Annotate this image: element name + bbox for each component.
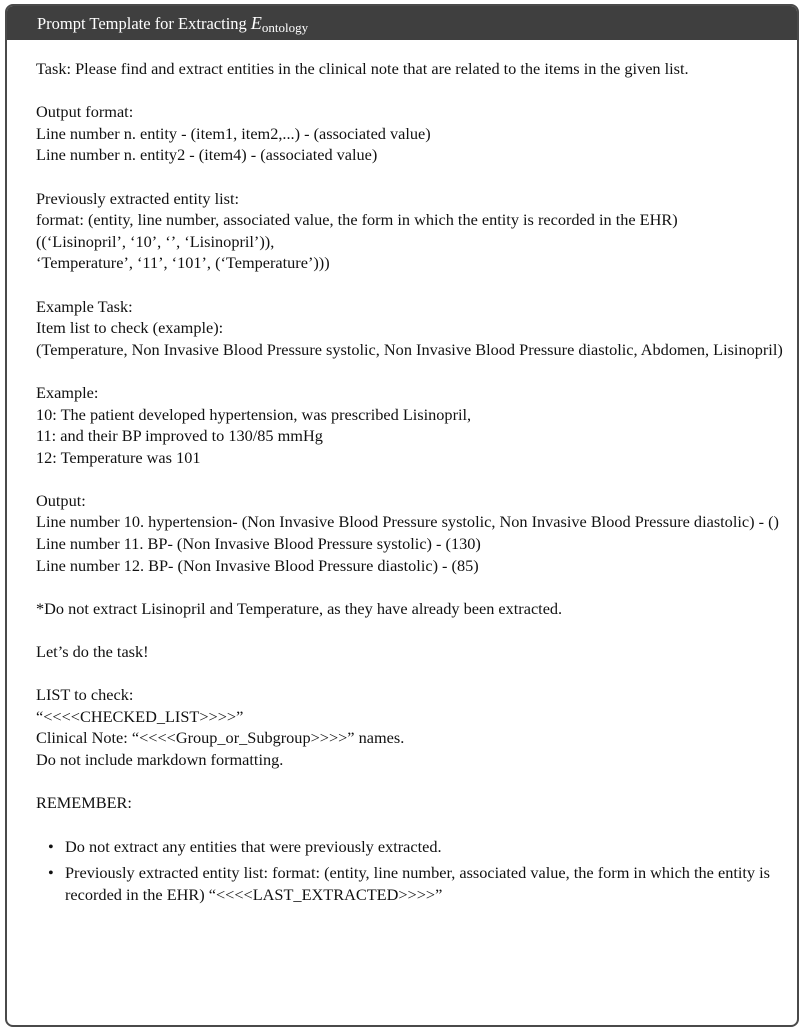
example-task-subheading: Item list to check (example): bbox=[36, 318, 224, 338]
previous-entities-format: format: (entity, line number, associated value, the form in which the entity is recorded in the EHR) bbox=[36, 210, 678, 230]
prompt-body bbox=[7, 40, 797, 906]
list-check-heading: LIST to check: bbox=[36, 685, 134, 705]
previous-entities-heading: Previously extracted entity list: bbox=[36, 188, 240, 208]
bullet-icon: • bbox=[48, 836, 54, 856]
output-line: Line number 10. hypertension- (Non Invasive Blood Pressure systolic, Non Invasive Blood Pressure diastolic) - () bbox=[36, 512, 779, 532]
lets-do-text: Let’s do the task! bbox=[36, 642, 149, 662]
list-check-line: Do not include markdown formatting. bbox=[36, 750, 284, 769]
output-section bbox=[36, 490, 783, 576]
previous-entities-section bbox=[36, 188, 783, 274]
remember-list bbox=[36, 836, 783, 906]
list-check-line: “<<<<CHECKED_LIST>>>>” bbox=[36, 706, 244, 726]
note-text: *Do not extract Lisinopril and Temperature, as they have already been extracted. bbox=[36, 598, 563, 618]
output-format-line: Line number n. entity - (item1, item2,...) - (associated value) bbox=[36, 123, 431, 143]
remember-item-text: Previously extracted entity list: format: (entity, line number, associated value, the form in which the entity is recorded in the EHR) “<<<<LAST_EXTRACTED>>>>” bbox=[65, 863, 770, 904]
title-prefix: Prompt Template for Extracting bbox=[37, 14, 251, 33]
remember-heading: REMEMBER: bbox=[36, 793, 132, 813]
box-title bbox=[7, 6, 797, 40]
list-check-line: Clinical Note: “<<<<Group_or_Subgroup>>>>” names. bbox=[36, 728, 405, 748]
task-paragraph bbox=[36, 58, 783, 80]
output-line: Line number 11. BP- (Non Invasive Blood Pressure systolic) - (130) bbox=[36, 534, 481, 554]
example-task-heading: Example Task: bbox=[36, 296, 133, 316]
remember-section bbox=[36, 792, 783, 905]
remember-item-text: Do not extract any entities that were previously extracted. bbox=[65, 836, 442, 856]
output-format-line: Line number n. entity2 - (item4) - (associated value) bbox=[36, 145, 378, 165]
previous-entity-line: ((‘Lisinopril’, ‘10’, ‘’, ‘Lisinopril’)), bbox=[36, 231, 275, 251]
list-item bbox=[36, 862, 783, 905]
example-line: 11: and their BP improved to 130/85 mmHg bbox=[36, 426, 323, 446]
example-heading: Example: bbox=[36, 382, 99, 402]
previous-entity-line: ‘Temperature’, ‘11’, ‘101’, (‘Temperature’))) bbox=[36, 253, 330, 273]
output-format-heading: Output format: bbox=[36, 102, 134, 122]
example-task-items: (Temperature, Non Invasive Blood Pressure systolic, Non Invasive Blood Pressure diastolic, Abdomen, Lisinopril) bbox=[36, 339, 783, 359]
title-math-symbol: E bbox=[250, 13, 262, 33]
list-check-section bbox=[36, 684, 783, 770]
note-paragraph bbox=[36, 598, 783, 620]
list-item bbox=[36, 836, 783, 858]
output-line: Line number 12. BP- (Non Invasive Blood Pressure diastolic) - (85) bbox=[36, 555, 479, 575]
example-line: 10: The patient developed hypertension, was prescribed Lisinopril, bbox=[36, 404, 472, 424]
example-task-section bbox=[36, 296, 783, 361]
prompt-template-box bbox=[5, 4, 799, 1027]
lets-do-paragraph bbox=[36, 641, 783, 663]
title-math-subscript: ontology bbox=[261, 20, 309, 35]
output-heading: Output: bbox=[36, 490, 86, 510]
bullet-icon: • bbox=[48, 863, 54, 883]
task-text: Task: Please find and extract entities in the clinical note that are related to the items in the given list. bbox=[36, 59, 689, 78]
example-section bbox=[36, 382, 783, 468]
output-format-section bbox=[36, 101, 783, 166]
example-line: 12: Temperature was 101 bbox=[36, 447, 201, 467]
